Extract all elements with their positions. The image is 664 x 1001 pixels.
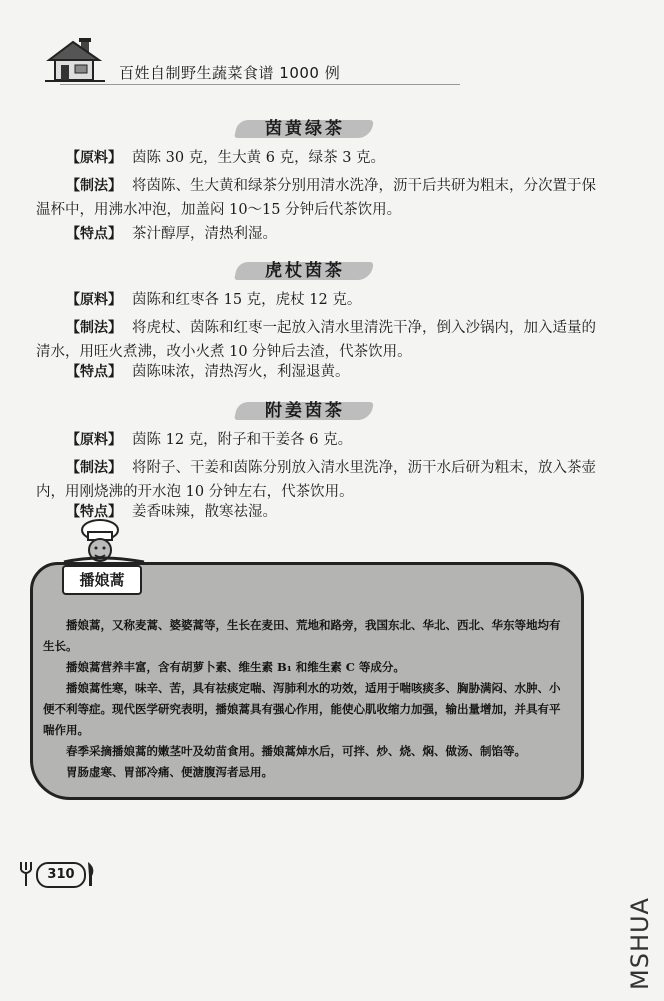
recipe-feature: 【 特点 】 茶汁醇厚，清热利湿。: [36, 222, 596, 246]
fork-icon: [18, 860, 34, 888]
recipe-ingredients: 【 原料 】 茵陈和红枣各 15 克，虎杖 12 克。: [36, 288, 596, 312]
info-paragraph: 播娘蒿，又称麦蒿、婆婆蒿等，生长在麦田、荒地和路旁，我国东北、华北、西北、华东等地均有生长。: [43, 618, 561, 653]
page-number: 310: [36, 862, 86, 888]
page-header: [45, 36, 405, 86]
info-box-text: [43, 615, 571, 783]
header-divider: [60, 84, 460, 85]
recipe-feature: 【 特点 】 姜香味辣，散寒祛湿。: [36, 500, 596, 524]
recipe-title: 茵黄绿茶: [240, 114, 370, 140]
info-paragraph: 春季采摘播娘蒿的嫩茎叶及幼苗食用。播娘蒿焯水后，可拌、炒、烧、焖、做汤、制馅等。: [66, 744, 526, 758]
knife-icon: [84, 860, 98, 888]
recipe-ingredients: 【 原料 】 茵陈 30 克，生大黄 6 克，绿茶 3 克。: [36, 146, 596, 170]
recipe-title: 虎杖茵茶: [240, 256, 370, 282]
recipe-feature: 【 特点 】 茵陈味浓，清热泻火，利湿退黄。: [36, 360, 596, 384]
recipe-method: 【 制法 】 将附子、干姜和茵陈分别放入清水里洗净，沥干水后研为粗末，放入茶壶内，用刚烧沸的开水泡 10 分钟左右，代茶饮用。: [36, 456, 596, 504]
page-footer: [18, 860, 98, 888]
info-paragraph: 播娘蒿营养丰富，含有胡萝卜素、维生素 B₁ 和维生素 C 等成分。: [66, 660, 405, 674]
book-title: 百姓自制野生蔬菜食谱 1000 例: [119, 64, 341, 82]
watermark: MSHUA: [626, 897, 654, 990]
house-icon: [45, 36, 107, 84]
recipe-title: 附姜茵茶: [240, 396, 370, 422]
recipe-method: 【 制法 】 将茵陈、生大黄和绿茶分别用清水洗净，沥干后共研为粗末，分次置于保温杯中，用沸水冲泡，加盖闷 10～15 分钟后代茶饮用。: [36, 174, 596, 222]
recipe-ingredients: 【 原料 】 茵陈 12 克，附子和干姜各 6 克。: [36, 428, 596, 452]
info-paragraph: 胃肠虚寒、胃部冷痛、便溏腹泻者忌用。: [66, 765, 273, 779]
recipe-method: 【 制法 】 将虎杖、茵陈和红枣一起放入清水里清洗干净，倒入沙锅内，加入适量的清水，用旺火煮沸，改小火煮 10 分钟后去渣，代茶饮用。: [36, 316, 596, 364]
info-box-label: 播娘蒿: [62, 565, 142, 595]
info-paragraph: 播娘蒿性寒，味辛、苦，具有祛痰定喘、泻肺利水的功效，适用于喘咳痰多、胸胁满闷、水肿、小便不利等症。现代医学研究表明，播娘蒿具有强心作用，能使心肌收缩力加强，输出量增加，并具有平喘作用。: [43, 681, 561, 737]
